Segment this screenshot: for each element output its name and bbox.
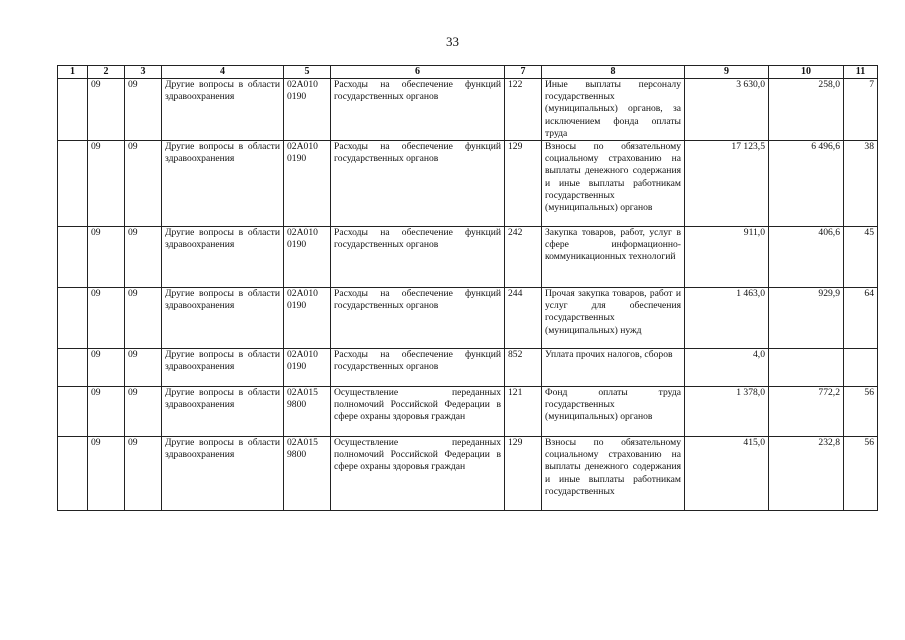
header-col-1: 1 — [58, 66, 88, 79]
cell-article-name: Осуществление переданных полномочий Российской Федерации в сфере охраны здоровья граждан — [331, 437, 505, 511]
cell-actual: 406,6 — [769, 227, 844, 288]
cell-target-article: 02А010 0190 — [284, 288, 331, 349]
header-col-9: 9 — [685, 66, 769, 79]
cell-target-article: 02А010 0190 — [284, 349, 331, 387]
cell-actual: 929,9 — [769, 288, 844, 349]
header-col-5: 5 — [284, 66, 331, 79]
cell-expense-type: 244 — [505, 288, 542, 349]
header-row — [58, 66, 878, 79]
cell-subsection: 09 — [125, 387, 162, 437]
cell-section: 09 — [88, 437, 125, 511]
header-col-6: 6 — [331, 66, 505, 79]
cell-article-name: Расходы на обеспечение функций государственных органов — [331, 141, 505, 227]
cell-plan: 3 630,0 — [685, 79, 769, 141]
cell-percent: 56 — [844, 387, 878, 437]
cell-target-article: 02А015 9800 — [284, 387, 331, 437]
cell-expense-type: 852 — [505, 349, 542, 387]
table-row — [58, 437, 878, 511]
budget-table — [57, 65, 878, 511]
cell-expense-type: 122 — [505, 79, 542, 141]
cell-subsection: 09 — [125, 79, 162, 141]
header-col-10: 10 — [769, 66, 844, 79]
table-row — [58, 141, 878, 227]
cell-subsection-name: Другие вопросы в области здравоохранения — [162, 141, 284, 227]
table-body — [58, 79, 878, 511]
header-col-2: 2 — [88, 66, 125, 79]
cell-section: 09 — [88, 288, 125, 349]
cell-subsection: 09 — [125, 437, 162, 511]
cell-article-name: Расходы на обеспечение функций государственных органов — [331, 227, 505, 288]
cell-target-article: 02А010 0190 — [284, 79, 331, 141]
cell-col-1 — [58, 79, 88, 141]
cell-col-1 — [58, 288, 88, 349]
cell-subsection: 09 — [125, 141, 162, 227]
cell-article-name: Расходы на обеспечение функций государственных органов — [331, 79, 505, 141]
cell-actual — [769, 349, 844, 387]
cell-col-1 — [58, 141, 88, 227]
header-col-8: 8 — [542, 66, 685, 79]
cell-expense-name: Уплата прочих налогов, сборов — [542, 349, 685, 387]
cell-col-1 — [58, 227, 88, 288]
cell-article-name: Расходы на обеспечение функций государственных органов — [331, 288, 505, 349]
cell-subsection-name: Другие вопросы в области здравоохранения — [162, 288, 284, 349]
cell-expense-type: 129 — [505, 437, 542, 511]
cell-expense-name: Иные выплаты персоналу государственных (муниципальных) органов, за исключением фонда оплаты труда — [542, 79, 685, 141]
cell-target-article: 02А010 0190 — [284, 227, 331, 288]
cell-subsection-name: Другие вопросы в области здравоохранения — [162, 79, 284, 141]
cell-actual: 772,2 — [769, 387, 844, 437]
cell-percent: 7 — [844, 79, 878, 141]
table-row — [58, 79, 878, 141]
cell-col-1 — [58, 349, 88, 387]
cell-plan: 4,0 — [685, 349, 769, 387]
cell-actual: 258,0 — [769, 79, 844, 141]
cell-expense-name: Закупка товаров, работ, услуг в сфере информационно-коммуникационных технологий — [542, 227, 685, 288]
table-row — [58, 288, 878, 349]
table-row — [58, 227, 878, 288]
cell-subsection-name: Другие вопросы в области здравоохранения — [162, 437, 284, 511]
cell-expense-type: 121 — [505, 387, 542, 437]
cell-subsection: 09 — [125, 227, 162, 288]
header-col-4: 4 — [162, 66, 284, 79]
header-col-7: 7 — [505, 66, 542, 79]
cell-percent: 64 — [844, 288, 878, 349]
cell-expense-name: Взносы по обязательному социальному страхованию на выплаты денежного содержания и иные выплаты работникам государственных (муниципальных) органов — [542, 141, 685, 227]
cell-plan: 17 123,5 — [685, 141, 769, 227]
cell-percent: 56 — [844, 437, 878, 511]
cell-subsection-name: Другие вопросы в области здравоохранения — [162, 387, 284, 437]
cell-col-1 — [58, 437, 88, 511]
cell-expense-name: Прочая закупка товаров, работ и услуг для обеспечения государственных (муниципальных) нужд — [542, 288, 685, 349]
cell-actual: 6 496,6 — [769, 141, 844, 227]
cell-col-1 — [58, 387, 88, 437]
cell-expense-type: 129 — [505, 141, 542, 227]
cell-article-name: Осуществление переданных полномочий Российской Федерации в сфере охраны здоровья граждан — [331, 387, 505, 437]
cell-subsection: 09 — [125, 288, 162, 349]
cell-subsection-name: Другие вопросы в области здравоохранения — [162, 227, 284, 288]
header-col-11: 11 — [844, 66, 878, 79]
table-header — [58, 66, 878, 79]
cell-percent: 38 — [844, 141, 878, 227]
cell-expense-name: Фонд оплаты труда государственных (муниципальных) органов — [542, 387, 685, 437]
cell-section: 09 — [88, 79, 125, 141]
cell-plan: 1 378,0 — [685, 387, 769, 437]
cell-actual: 232,8 — [769, 437, 844, 511]
table-row — [58, 387, 878, 437]
table-row — [58, 349, 878, 387]
cell-percent: 45 — [844, 227, 878, 288]
cell-expense-type: 242 — [505, 227, 542, 288]
header-col-3: 3 — [125, 66, 162, 79]
cell-percent — [844, 349, 878, 387]
cell-target-article: 02А010 0190 — [284, 141, 331, 227]
cell-expense-name: Взносы по обязательному социальному страхованию на выплаты денежного содержания и иные выплаты работникам государственных — [542, 437, 685, 511]
cell-section: 09 — [88, 349, 125, 387]
cell-subsection-name: Другие вопросы в области здравоохранения — [162, 349, 284, 387]
page-number: 33 — [446, 34, 459, 49]
cell-plan: 415,0 — [685, 437, 769, 511]
cell-section: 09 — [88, 227, 125, 288]
cell-subsection: 09 — [125, 349, 162, 387]
cell-plan: 911,0 — [685, 227, 769, 288]
cell-article-name: Расходы на обеспечение функций государственных органов — [331, 349, 505, 387]
cell-target-article: 02А015 9800 — [284, 437, 331, 511]
cell-section: 09 — [88, 387, 125, 437]
cell-plan: 1 463,0 — [685, 288, 769, 349]
cell-section: 09 — [88, 141, 125, 227]
